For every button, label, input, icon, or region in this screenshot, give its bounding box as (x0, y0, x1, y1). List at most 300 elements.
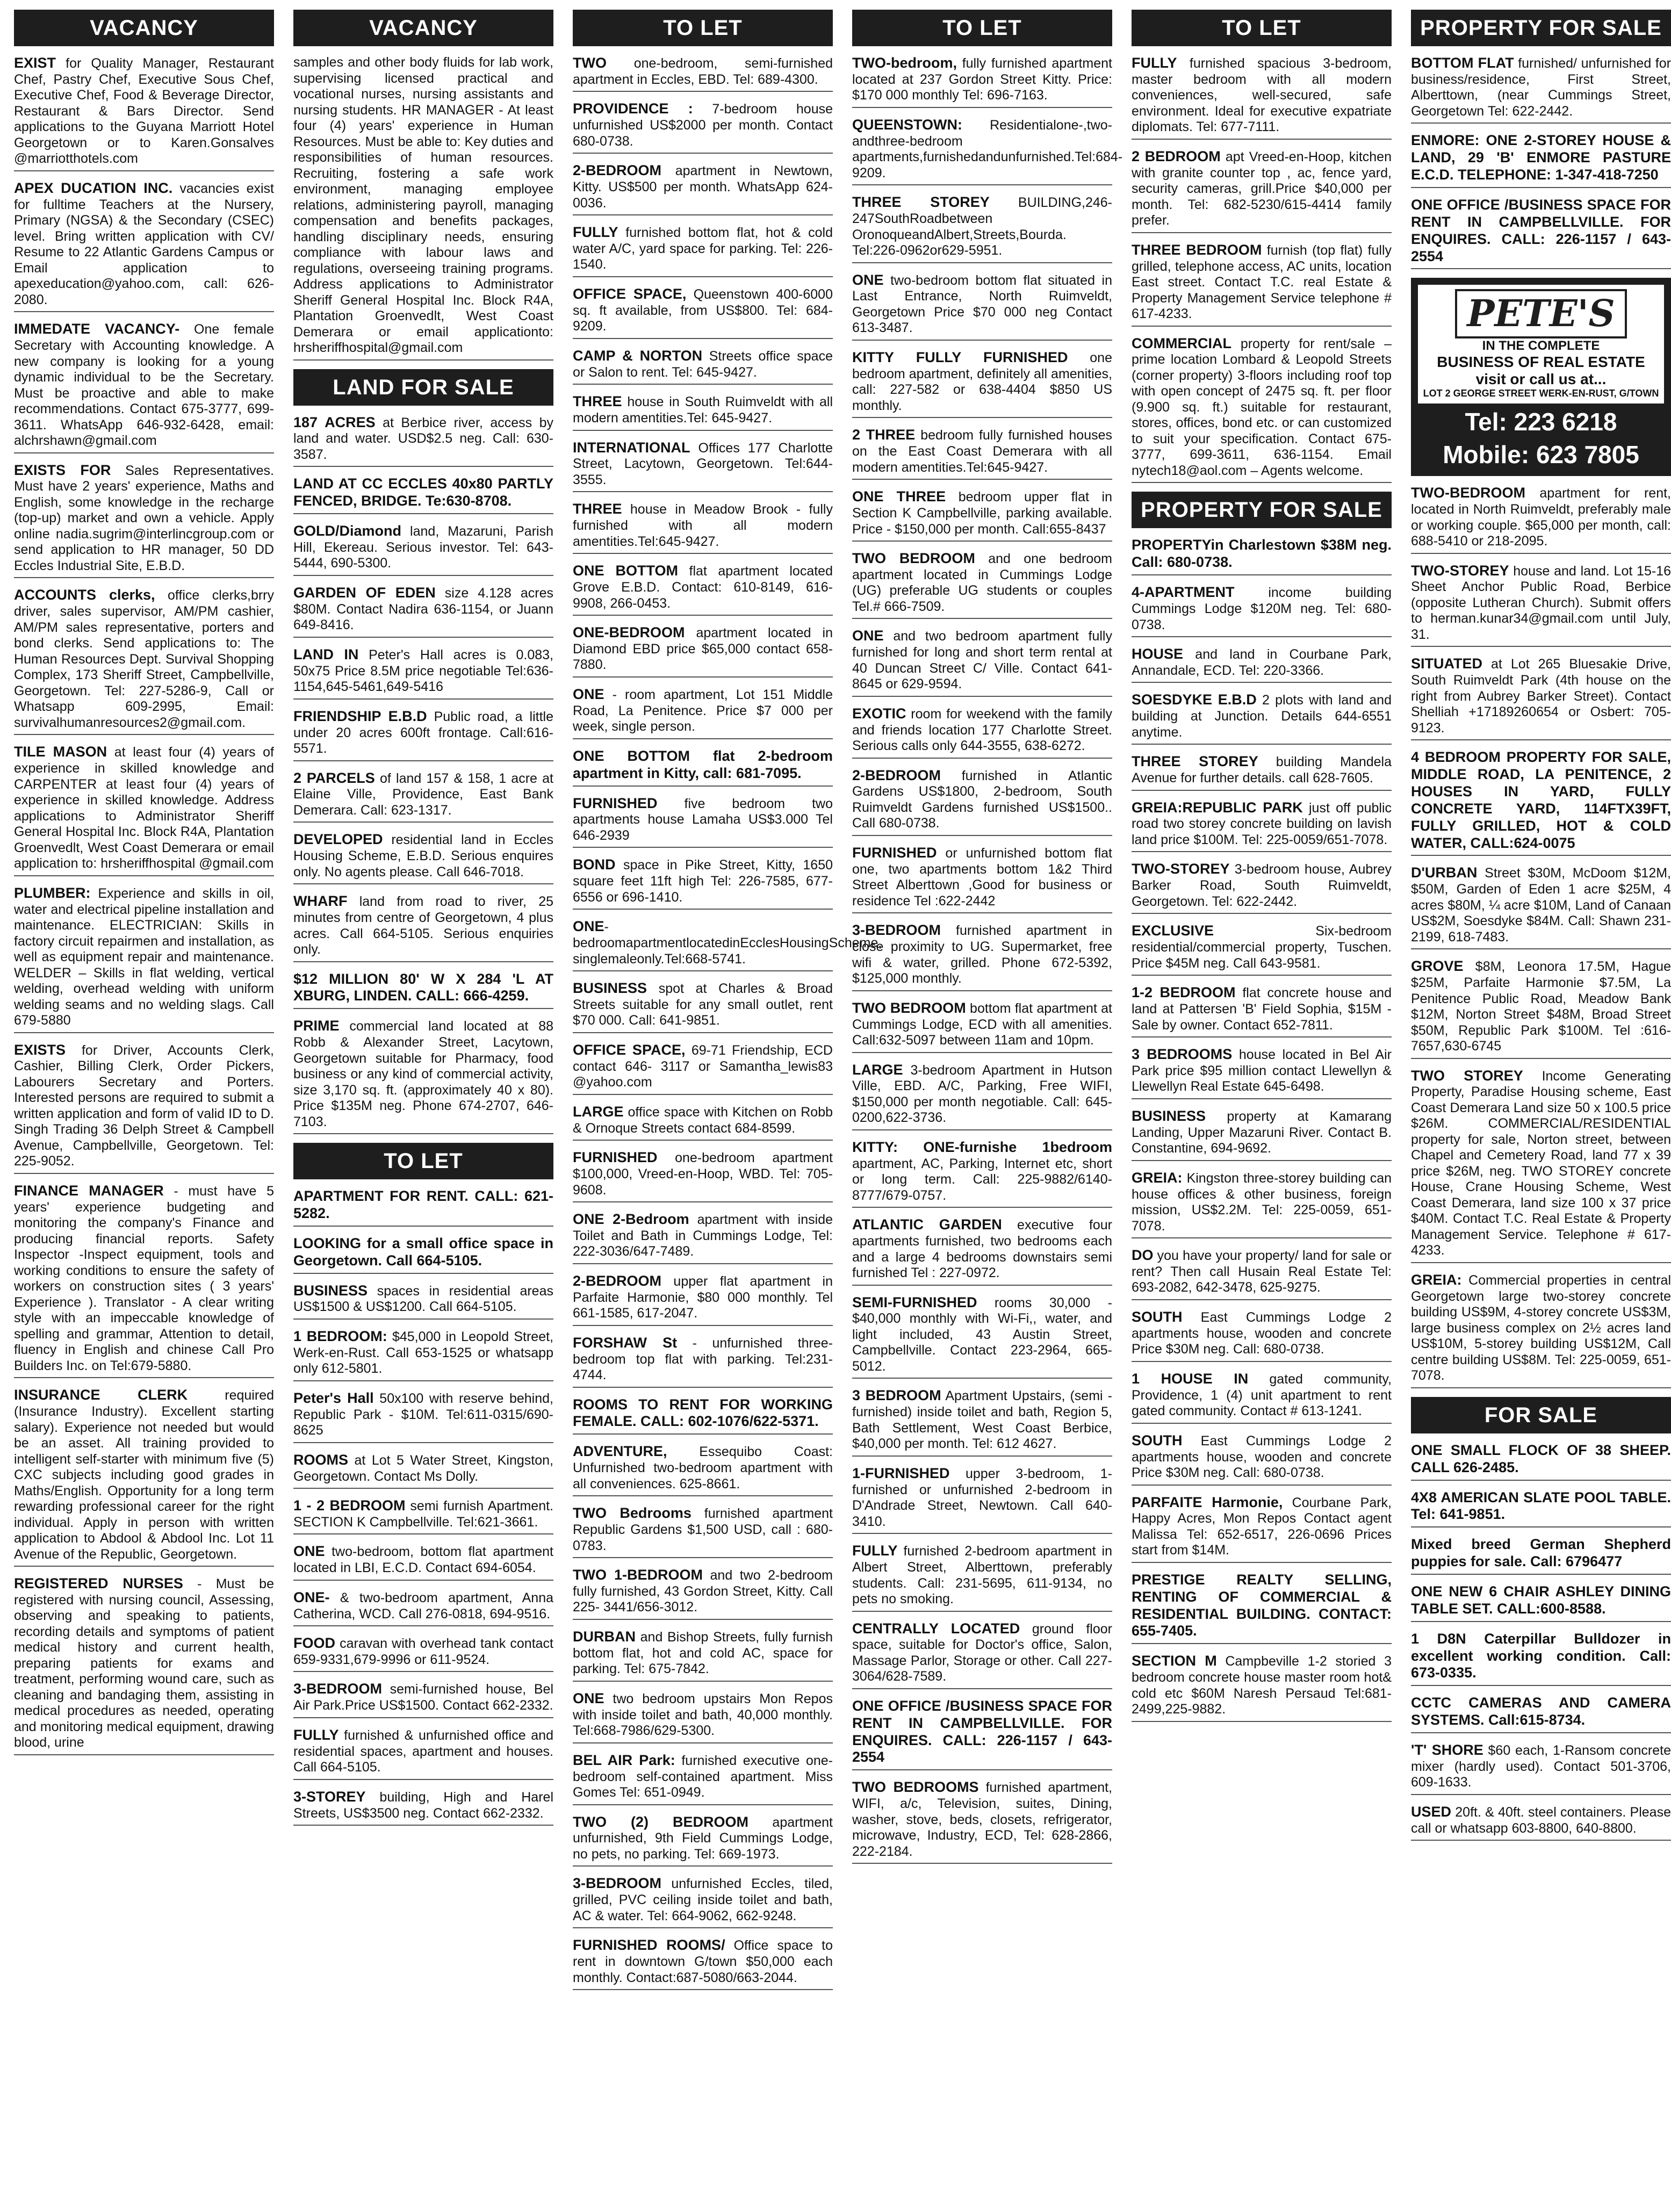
classified-ad (852, 1216, 1112, 1285)
classified-ad (1411, 1442, 1671, 1481)
ad-headline: 3-BEDROOM (573, 1875, 662, 1892)
ad-headline: BOND (573, 856, 616, 873)
ad-body: at least four (4) years of experience in skilled knowledge and CARPENTER at least four (4) years of experience in skilled knowledge. Address applications to Administrator Sheriff General Hospital Inc. Block R4A, Plantation Groenvedlt, West Coast Demerara or email application to: hrsheriffhospital @gmail.com (14, 745, 275, 871)
ad-headline: TWO-BEDROOM (1411, 485, 1525, 501)
ad-headline: ACCOUNTS clerks, (14, 587, 155, 603)
ad-body: land from road to river, 25 minutes from centre of Georgetown, 4 plus acres. Call 664-5105. Serious enquiries only. (293, 894, 553, 957)
ad-body: Income Generating Property, Paradise Housing scheme, East Coast Demerara Land size 50 x 100.5 price $26M. COMMERCIAL/RESIDENTIAL property for sale, Norton street, between Chapel and Cemetery Road, land 77 x 39 price $26M, neg. TWO STOREY concrete House, Crane Housing Scheme, West Coast Demerara, land size 100 x 37 price $40M. Contact T.C. Real Estate & Property Management Service. Telephone # 617-4233. (1411, 1068, 1671, 1258)
ad-body: 3-bedroom Apartment in Hutson Ville, EBD. A/C, Parking, Free WIFI, $150,000 per month negotiable. Call: 645-0200,622-3736. (852, 1062, 1112, 1126)
ad-body: 69-71 Friendship, ECD contact 646- 3117 or Samantha_lewis83 @yahoo.com (573, 1042, 833, 1090)
ad-headline: 2 THREE (852, 427, 916, 443)
classified-ad (14, 744, 274, 876)
real-estate-promo (1411, 278, 1671, 476)
classified-ad (573, 980, 833, 1033)
ad-headline: KITTY FULLY FURNISHED (852, 349, 1068, 365)
ad-body: Office space to rent in downtown G/town $50,000 each monthly. Contact:687-5080/663-2044. (573, 1938, 833, 1985)
ad-headline: PARFAITE Harmonie, (1132, 1494, 1283, 1510)
ad-headline: THREE BEDROOM (1132, 241, 1262, 258)
ad-headline: ONE SMALL FLOCK OF 38 SHEEP. CALL 626-2485. (1411, 1442, 1671, 1475)
classified-ad (1411, 749, 1671, 856)
section-header: TO LET (852, 10, 1112, 46)
classified-ad (573, 162, 833, 215)
column-2 (293, 10, 553, 2207)
ad-headline: EXCLUSIVE (1132, 923, 1214, 939)
ad-headline: ONE BOTTOM (573, 563, 679, 579)
ad-headline: CCTC CAMERAS AND CAMERA SYSTEMS. Call:615-8734. (1411, 1695, 1671, 1728)
ad-body: upper flat apartment in Parfaite Harmonie, $80 000 monthly. Tel 661-1585, 617-2047. (573, 1273, 833, 1321)
ad-body: just off public road two storey concrete building on lavish land price $100M. Tel: 225-0059/651-7078. (1132, 800, 1392, 847)
classified-ad (573, 1629, 833, 1682)
ad-headline: PROPERTYin Charlestown $38M neg. Call: 680-0738. (1132, 537, 1392, 571)
classified-ad (1132, 335, 1392, 484)
ad-body: bedroom upper flat in Section K Campbellville, parking available. Price - $150,000 per month. Call:655-8437 (852, 489, 1112, 537)
ad-body: Kingston three-storey building can house offices & other business, foreign mission, US$2.2M. Tel: 225-0059, 651-7078. (1132, 1170, 1392, 1234)
classified-ad (852, 550, 1112, 619)
ad-body: house in Meadow Brook - fully furnished with all modern amentities.Tel:645-9427. (573, 502, 833, 549)
ad-body: Peter's Hall acres is 0.083, 50x75 Price 8.5M price negotiable Tel:636-1154,645-5461,649-5416 (293, 647, 553, 695)
section-header: VACANCY (14, 10, 274, 46)
ad-body: & two-bedroom apartment, Anna Catherina, WCD. Call 276-0818, 694-9516. (293, 1590, 553, 1622)
classified-ad (1132, 799, 1392, 853)
ad-headline: FURNISHED (852, 844, 937, 861)
ad-headline: ONE (573, 1690, 604, 1706)
ad-headline: $12 MILLION 80' W X 284 'L AT XBURG, LINDEN. CALL: 666-4259. (293, 970, 553, 1004)
classified-ad (293, 1727, 553, 1780)
ad-headline: EXISTS (14, 1041, 66, 1058)
ad-headline: LOOKING for a small office space in Georgetown. Call 664-5105. (293, 1235, 553, 1269)
ad-body: two bedroom upstairs Mon Repos with inside toilet and bath, 40,000 monthly. Tel:668-7986/629-5300. (573, 1691, 833, 1739)
ad-body: property for rent/sale – prime location Lombard & Leopold Streets (corner property) 3-floors including roof top with open concept of 2475 sq. ft. per floor (9.900 sq. ft.) suitable for restaurant, stores, offices, bond etc. or can customized to suit your specification. Contact 675-3777, 699-3611, 636-1154. Email nytech18@aol.com – Agents welcome. (1132, 336, 1392, 478)
classified-ad (852, 427, 1112, 480)
ad-body: fully furnished apartment located at 237 Gordon Street Kitty. Price: $170 000 monthly Tel: 696-7163. (852, 56, 1112, 103)
classified-ad (573, 1042, 833, 1095)
ad-body: Offices 177 Charlotte Street, Lacytown, Georgetown. Tel:644-3555. (573, 440, 833, 487)
ad-body: rooms 30,000 - $40,000 monthly with Wi-Fi,, water, and light included, 43 Austin Street, Campbellville. Contact 223-2964, 665-5012. (852, 1295, 1112, 1374)
ad-headline: BUSINESS (573, 980, 647, 997)
section-header: PROPERTY FOR SALE (1411, 10, 1671, 46)
ad-body: apt Vreed-en-Hoop, kitchen with granite counter top , ac, fence yard, security cameras, grill.Price $40,000 per month. Tel: 682-5230/615-4414 family prefer. (1132, 149, 1392, 228)
classified-ad (293, 893, 553, 962)
classified-ad (852, 1620, 1112, 1689)
ad-headline: ONE OFFICE /BUSINESS SPACE FOR RENT IN CAMPBELLVILLE. FOR ENQUIRES. CALL: 226-1157 / 643-2554 (852, 1697, 1112, 1766)
ad-body: - unfurnished three-bedroom top flat with parking. Tel:231-4744. (573, 1335, 833, 1383)
classified-ad (573, 1211, 833, 1264)
classified-ad (14, 885, 274, 1033)
ad-headline: PROVIDENCE : (573, 100, 693, 117)
classified-ad (573, 624, 833, 678)
promo-panel (1418, 285, 1664, 404)
ad-headline: ONE-BEDROOM (573, 624, 685, 641)
ad-body: apartment unfurnished, 9th Field Cummings Lodge, no pets, no parking. Tel: 669-1973. (573, 1814, 833, 1862)
ad-headline: 2 PARCELS (293, 769, 375, 786)
ad-body: - must have 5 years' experience budgeting and monitoring the company's Finance and producing financial reports. Safety Inspector -Inspect equipment, tools and working conditions to ensure the safety of workers on construction sites ( 3 years' Experience ). Translator - A clear writing style with an impeccable knowledge of spelling and grammar, Attention to detail, fluency in English and chinese Call Pro Builders Inc. on Tel:679-5880. (14, 1183, 274, 1373)
classified-ad (293, 55, 553, 361)
promo-subtitle: BUSINESS OF REAL ESTATE (1437, 354, 1645, 371)
classified-ad (1411, 1272, 1671, 1388)
classified-ad (573, 748, 833, 787)
ad-headline: TWO 1-BEDROOM (573, 1567, 703, 1583)
classified-ad (14, 180, 274, 312)
classified-ad (1411, 485, 1671, 553)
ad-headline: FULLY (1132, 55, 1177, 71)
ad-body: 7-bedroom house unfurnished US$2000 per month. Contact 680-0738. (573, 102, 833, 149)
classified-ad (1132, 861, 1392, 914)
ad-body: furnished executive one-bedroom self-contained apartment. Miss Gomes Tel: 651-0949. (573, 1753, 833, 1800)
ad-body: Courbane Park, Happy Acres, Mon Repos Contact agent Malissa Tel: 652-6517, 226-0696 Prices start from $14M. (1132, 1495, 1392, 1558)
classified-ad (852, 1062, 1112, 1130)
ad-headline: IMMEDATE VACANCY- (14, 321, 180, 337)
classified-ad (1132, 1494, 1392, 1563)
promo-telephone: Tel: 223 6218 (1465, 408, 1617, 436)
ad-headline: 4-APARTMENT (1132, 584, 1235, 601)
ad-headline: ONE (573, 918, 604, 935)
classified-ad (573, 1690, 833, 1743)
classified-ad (852, 1139, 1112, 1208)
classified-ad (1411, 1631, 1671, 1687)
classified-ad (293, 1589, 553, 1626)
ad-body: house located in Bel Air Park price $95 million contact Llewellyn & Llewellyn Real Estate 645-6498. (1132, 1047, 1392, 1094)
ad-headline: THREE STOREY (852, 194, 990, 211)
classified-ad (14, 1183, 274, 1378)
ad-body: furnished bottom flat, hot & cold water A/C, yard space for parking. Tel: 226-1540. (573, 225, 833, 272)
ad-body: furnished 2-bedroom apartment in Albert Street, Alberttown, preferably students. Call: 231-5695, 611-9134, no pets no smoking. (852, 1544, 1112, 1607)
classified-ad (1132, 55, 1392, 140)
ad-body: building, High and Harel Streets, US$3500 neg. Contact 662-2332. (293, 1789, 553, 1821)
ad-headline: ONE NEW 6 CHAIR ASHLEY DINING TABLE SET. CALL:600-8588. (1411, 1583, 1671, 1617)
ad-headline: DEVELOPED (293, 831, 383, 848)
ad-headline: GREIA:REPUBLIC PARK (1132, 799, 1303, 816)
ad-headline: GOLD/Diamond (293, 523, 401, 539)
ad-headline: CENTRALLY LOCATED (852, 1620, 1020, 1637)
classified-ad (14, 587, 274, 735)
classified-ad (852, 1779, 1112, 1864)
ad-body: two-bedroom, bottom flat apartment located in LBI, E.C.D. Contact 694-6054. (293, 1544, 553, 1576)
ad-headline: Peter's Hall (293, 1389, 374, 1406)
ad-headline: ONE- (293, 1589, 330, 1605)
section-header: TO LET (573, 10, 833, 46)
ad-headline: INSURANCE CLERK (14, 1387, 188, 1403)
ad-headline: USED (1411, 1803, 1452, 1820)
classified-ad (852, 488, 1112, 542)
ad-headline: FOOD (293, 1635, 335, 1652)
classified-ad (573, 686, 833, 739)
classified-ad (293, 1235, 553, 1274)
ad-body: for Driver, Accounts Clerk, Cashier, Billing Clerk, Order Pickers, Labourers Secretary and Porters. Interested persons are required to submit a written application and form of valid ID to D. Singh Trading 36 Delph Street & Campbell Avenue, Campbellville, Georgetown. Tel: 225-9052. (14, 1042, 274, 1169)
classified-ad (1132, 584, 1392, 637)
ad-body: residential land in Eccles Housing Scheme, E.B.D. Serious enquires only. No agents please. Call 646-7018. (293, 832, 553, 880)
ad-headline: CAMP & NORTON (573, 347, 703, 364)
classified-ad (1411, 1583, 1671, 1622)
ad-headline: GARDEN OF EDEN (293, 584, 436, 601)
ad-headline: 1 BEDROOM: (293, 1328, 387, 1344)
ad-body: Essequibo Coast: Unfurnished two-bedroom apartment with all conveniences. 625-8661. (573, 1444, 833, 1492)
ad-headline: APEX DUCATION INC. (14, 179, 173, 196)
classified-ad (1411, 1068, 1671, 1263)
ad-body: spot at Charles & Broad Streets suitable for any small outlet, rent $70 000. Call: 641-9851. (573, 981, 833, 1028)
classified-ad (573, 1814, 833, 1867)
ad-body: Campbeville 1-2 storied 3 bedroom concrete house master room hot& cold etc $60M Naresh Persaud Tel:681-2499,225-9882. (1132, 1654, 1392, 1717)
ad-headline: OFFICE SPACE, (573, 1041, 686, 1058)
classified-ad (293, 523, 553, 576)
classified-ad (293, 770, 553, 823)
classified-ad (573, 501, 833, 554)
classified-ad (1132, 1309, 1392, 1362)
ad-body: office clerks,brry driver, sales supervisor, AM/PM cashier, AM/PM sales representative, porters and bond clerks. Send applications to: The Human Resources Dept. Survival Shopping Complex, 173 Sheriff Street, Campbellville, Georgetown. Tel: 227-5286-9, Call or Whatsapp 609-2995, Email: survivalhumanresources2@gmail.com. (14, 588, 274, 730)
ad-headline: 1-FURNISHED (852, 1465, 950, 1481)
ad-headline: EXISTS FOR (14, 462, 111, 478)
ad-headline: TWO Bedrooms (573, 1505, 692, 1522)
ad-body: office space with Kitchen on Robb & Ornoque Streets contact 684-8599. (573, 1104, 833, 1136)
ad-headline: FURNISHED (573, 1149, 658, 1166)
classified-ad (852, 1294, 1112, 1379)
ad-body: upper 3-bedroom, 1-furnished or unfurnished 2-bedroom in D'Andrade Street, Newtown. Call 640-3410. (852, 1466, 1112, 1529)
ad-body: $8M, Leonora 17.5M, Hague $25M, Parfaite Harmonie $7.5M, La Penitence Public Road, Meadow Bank $12M, Norton Street $48M, Broad Street $50M, Republic Park $100M. Tel :616-7657,630-6745 (1411, 959, 1671, 1054)
ad-body: unfurnished Eccles, tiled, grilled, PVC ceiling inside toilet and bath, AC & water. Tel: 664-9062, 662-9248. (573, 1876, 833, 1923)
classified-ad (293, 1018, 553, 1134)
ad-body: Street $30M, McDoom $12M, $50M, Garden of Eden 1 acre $25M, 4 acres $80M, ¼ acre $10M, Land of Canaan US$2M, Soesdyke $84M. Call: Shawn 231-2199, 618-7483. (1411, 866, 1671, 945)
classified-ad (573, 1937, 833, 1990)
ad-body: bedroom fully furnished houses on the East Coast Demerara with all modern amentities.Tel:645-9427. (852, 428, 1113, 475)
ad-body: furnished spacious 3-bedroom, master bedroom with all modern conveniences, well-secured, safe environment. Ideal for executive expatriate diplomats. Tel: 677-7111. (1132, 56, 1392, 135)
classified-ad (1132, 646, 1392, 683)
ad-body: - Must be registered with nursing council, Assessing, observing and speaking to patients, recording details and symptoms of patient medical history and current health, preparing patients for exams and treatment, performing wound care, such as cleaning and bandaging them, assisting in medical procedures as needed, operating and monitoring medical equipment, drawing blood, urine (14, 1576, 274, 1750)
ad-body: Streets office space or Salon to rent. Tel: 645-9427. (573, 348, 833, 380)
ad-body: at Berbice river, access by land and water. USD$2.5 neg. Call: 630-3587. (293, 415, 554, 462)
ad-headline: Mixed breed German Shepherd puppies for sale. Call: 6796477 (1411, 1536, 1671, 1570)
ad-body: furnished apartment in close proximity to UG. Supermarket, free wifi & water, grilled. Phone 672-5392, $125,000 monthly. (852, 923, 1112, 986)
classified-ad (852, 628, 1112, 696)
ad-headline: ROOMS (293, 1451, 349, 1468)
ad-headline: 3-BEDROOM (852, 922, 941, 939)
ad-headline: PRESTIGE REALTY SELLING, RENTING OF COMMERCIAL & RESIDENTIAL BUILDING. CONTACT: 655-7405. (1132, 1571, 1392, 1639)
classified-ad (293, 1452, 553, 1489)
classified-ad (293, 1390, 553, 1443)
ad-headline: GREIA: (1411, 1271, 1462, 1288)
ad-body: gated community, Providence, 1 (4) unit apartment to rent gated community. Contact # 613-1241. (1132, 1371, 1392, 1419)
ad-body: and one bedroom apartment located in Cummings Lodge (UG) preferable UG students or couples Tel.# 666-7509. (852, 551, 1112, 614)
ad-body: - room apartment, Lot 151 Middle Road, La Penitence. Price $7 000 per week, single person. (573, 687, 833, 734)
classified-ad (852, 1465, 1112, 1534)
ad-headline: FULLY (852, 1543, 898, 1559)
classified-ad (1132, 1170, 1392, 1238)
ad-body: house and land. Lot 15-16 Sheet Anchor Public Road, Berbice (opposite Lutheran Church). Submit offers to herman.kunar34@gmail.com until July, 31. (1411, 563, 1671, 642)
section-header: TO LET (293, 1143, 553, 1179)
classified-ad (573, 795, 833, 848)
ad-headline: BUSINESS (1132, 1107, 1206, 1124)
ad-headline: TWO BEDROOM (852, 999, 966, 1016)
classified-ad (1411, 958, 1671, 1058)
classified-ad (1411, 1536, 1671, 1575)
classified-ad (573, 1104, 833, 1141)
classified-ad (14, 462, 274, 579)
ad-body: executive four apartments furnished, two bedrooms each and a large 4 bedrooms downstairs semi furnished Tel : 227-0972. (852, 1217, 1112, 1281)
classified-ad (1132, 1653, 1392, 1721)
classified-ad (852, 922, 1112, 991)
classified-ad (293, 1681, 553, 1718)
ad-body: Queenstown 400-6000 sq. ft available, from US$800. Tel: 684-9209. (573, 286, 833, 334)
classified-ad (293, 585, 553, 638)
classified-ad (573, 55, 833, 92)
ad-body: required (Insurance Industry). Excellent starting salary). Experience not needed but would be an asset. All training provided to intelligent self-starter with minimum five (5) CXC subjects including good grades in Maths/English. Opportunity for a long term rewarding professional career for the right individual. Apply in person with written application to Abdool & Abdool Inc. Lot 11 Avenue of the Republic, Georgetown. (14, 1388, 274, 1562)
ad-headline: SEMI-FURNISHED (852, 1294, 977, 1310)
ad-body: income building Cummings Lodge $120M neg. Tel: 680-0738. (1132, 585, 1392, 632)
classified-ad (573, 563, 833, 616)
ad-headline: D'URBAN (1411, 864, 1478, 881)
ad-headline: 'T' SHORE (1411, 1742, 1483, 1758)
classified-ad (1132, 1108, 1392, 1161)
ad-headline: THREE (573, 393, 622, 410)
classified-ad (14, 55, 274, 171)
ad-headline: BEL AIR Park: (573, 1752, 675, 1768)
classified-ad (1132, 691, 1392, 745)
ad-headline: PLUMBER: (14, 884, 91, 901)
ad-headline: ONE (573, 686, 604, 702)
classified-ad (852, 55, 1112, 108)
classified-ad (573, 1505, 833, 1558)
classified-ad (573, 1273, 833, 1326)
ad-body: and Bishop Streets, fully furnish bottom flat, hot and cold AC, space for parking. Tel: 675-7842. (573, 1629, 833, 1677)
ad-headline: TWO-bedroom, (852, 55, 957, 71)
classified-ad (1132, 753, 1392, 790)
ad-body: size 4.128 acres $80M. Contact Nadira 636-1154, or Juann 649-8416. (293, 585, 553, 633)
ad-headline: 3 BEDROOMS (1132, 1046, 1233, 1063)
classified-ad (852, 845, 1112, 913)
classified-ad (573, 1752, 833, 1805)
ad-body: furnished apartment Republic Gardens $1,500 USD, call : 680-0783. (573, 1506, 833, 1553)
ad-headline: GROVE (1411, 958, 1464, 975)
classified-ad (293, 414, 553, 467)
ad-headline: TWO (573, 55, 607, 71)
ad-headline: FURNISHED (573, 795, 658, 811)
ad-body: semi-furnished house, Bel Air Park.Price US$1500. Contact 662-2332. (293, 1682, 553, 1713)
ad-headline: THREE (573, 501, 622, 517)
classified-ad (1132, 1247, 1392, 1300)
column-4 (852, 10, 1123, 2207)
ad-body: furnished in Atlantic Gardens US$1800, 2-bedroom, South Ruimveldt Gardens furnished US$1500.. Call 680-0738. (852, 768, 1112, 831)
ad-body: one bedroom apartment, definitely all amenities, call: 227-582 or 638-4404 $850 US monthly. (852, 350, 1112, 413)
ad-headline: ROOMS TO RENT FOR WORKING FEMALE. CALL: 602-1076/622-5371. (573, 1396, 833, 1430)
classified-ad (293, 1543, 553, 1580)
ad-headline: 1 HOUSE IN (1132, 1370, 1249, 1387)
ad-body: furnished/ unfurnished for business/residence, First Street, Alberttown, (near Cummings Street, Georgetown Tel: 622-2442. (1411, 56, 1671, 119)
classified-ad (293, 1328, 553, 1381)
classified-ad (573, 100, 833, 154)
ad-headline: 2-BEDROOM (573, 1272, 662, 1289)
classified-ad (1132, 1046, 1392, 1099)
classified-ad (573, 918, 882, 971)
ad-headline: ATLANTIC GARDEN (852, 1216, 1002, 1233)
ad-headline: SOUTH (1132, 1308, 1183, 1325)
ad-headline: 2-BEDROOM (852, 767, 941, 783)
classified-ad (573, 1567, 833, 1620)
classified-ad (1132, 1432, 1392, 1486)
ad-headline: SOESDYKE E.B.D (1132, 691, 1257, 708)
ad-headline: 187 ACRES (293, 414, 376, 430)
ad-body: -bedroomapartmentlocatedinEcclesHousingScheme, singlemaleonly.Tel:668-5741. (573, 919, 882, 967)
ad-headline: FRIENDSHIP E.B.D (293, 708, 427, 724)
classified-ad (293, 971, 553, 1010)
column-6 (1411, 10, 1671, 2207)
ad-headline: ONE 2-Bedroom (573, 1211, 689, 1228)
promo-tagline: IN THE COMPLETE (1482, 338, 1600, 354)
classified-ad (573, 1335, 833, 1388)
classified-ad (1411, 1804, 1671, 1841)
section-header: LAND FOR SALE (293, 369, 553, 406)
classified-ad (293, 1188, 553, 1227)
ad-headline: KITTY: ONE-furnishe 1bedroom (852, 1139, 1112, 1155)
ad-body: property at Kamarang Landing, Upper Mazaruni River. Contact B. Constantine, 694-9692. (1132, 1108, 1392, 1156)
ad-headline: ONE OFFICE /BUSINESS SPACE FOR RENT IN CAMPBELLVILLE. FOR ENQUIRES. CALL: 226-1157 / 643-2554 (1411, 196, 1671, 264)
classified-ad (1411, 1489, 1671, 1528)
ad-body: 2 plots with land and building at Junction. Details 644-6551 anytime. (1132, 693, 1392, 740)
ad-headline: 4X8 AMERICAN SLATE POOL TABLE. Tel: 641-9851. (1411, 1489, 1671, 1523)
ad-headline: ONE (293, 1543, 325, 1560)
ad-body: for Quality Manager, Restaurant Chef, Pastry Chef, Executive Sous Chef, Executive Chef, Food & Beverage Director, Restaurant & Bars Director. Send applications to the Guyana Marriott Hotel Georgetown or to Karen.Gonsalves @marriotthotels.com (14, 56, 274, 167)
ad-headline: LARGE (573, 1103, 624, 1120)
ad-body: East Cummings Lodge 2 apartments house, wooden and concrete Price $30M neg. Call: 680-0738. (1132, 1433, 1392, 1481)
column-5 (1132, 10, 1392, 2207)
classified-ad (1411, 55, 1671, 124)
classified-ad (852, 349, 1112, 418)
ad-body: bottom flat apartment at Cummings Lodge, ECD with all amenities. Call:632-5097 between 11am and 10pm. (852, 1000, 1112, 1048)
classified-ad (1132, 1572, 1392, 1644)
ad-body: one-bedroom apartment $100,000, Vreed-en-Hoop, WBD. Tel: 705-9608. (573, 1150, 833, 1198)
ad-body: samples and other body fluids for lab work, supervising licensed practical and vocational nurses, nursing assistants and nursing students. HR MANAGER - At least four (4) years' experience in Human Resources. Must be able to: Key duties and responsibilities of human resources. Recruiting, fostering a safe work environment, managing employee relations, administering payroll, managing compensation and benefits packages, handling disciplinary needs, ensuring compliance with labour laws and regulations, overseeing training programs. Address applications to Administrator Sheriff General Hospital Inc. Block R4A, Plantation Groenvedlt, West Coast Demerara or email applicationto: hrsheriffhospital@gmail.com (293, 55, 553, 355)
classified-ad (1132, 148, 1392, 233)
ad-headline: SECTION M (1132, 1653, 1217, 1669)
section-header: FOR SALE (1411, 1397, 1671, 1433)
classified-ad (293, 1282, 553, 1320)
ad-headline: 3-STOREY (293, 1788, 366, 1805)
ad-body: apartment, AC, Parking, Internet etc, short or long term. Call: 225-9882/6140-8777/679-0757. (852, 1156, 1112, 1203)
ad-headline: SOUTH (1132, 1432, 1183, 1449)
classified-ad (573, 439, 833, 493)
ad-headline: THREE STOREY (1132, 753, 1258, 770)
ad-body: BUILDING,246-247SouthRoadbetween OronoqueandAlbert,Streets,Bourda. Tel:226-0962or629-5951. (852, 195, 1112, 258)
ad-headline: APARTMENT FOR RENT. CALL: 621-5282. (293, 1188, 553, 1222)
ad-headline: TWO (2) BEDROOM (573, 1813, 748, 1830)
classified-ad (573, 1875, 833, 1928)
classified-ad (1411, 1695, 1671, 1733)
ad-body: Experience and skills in oil, water and electrical pipeline installation and maintenance. ELECTRICIAN: Skills in factory circuit repairmen and installation, as well as equipment repair and maintenance. WELDER – Skills in flat welding, vertical welding, overhead welding with uniform welding seams and no welding slags. Call 679-5880 (14, 885, 274, 1028)
ad-body: One female Secretary with Accounting knowledge. A new company is looking for a young dynamic individual to be the Secretary. Must be proactive and able to make recommendations. Contact 675-3777, 699-3611. WhatsApp 646-932-6428, email: alchrshawn@gmail.com (14, 322, 275, 449)
ad-body: flat apartment located Grove E.B.D. Contact: 610-8149, 616-9908, 266-0453. (573, 564, 833, 611)
classified-ad (14, 1042, 274, 1174)
ad-headline: DURBAN (573, 1628, 636, 1645)
ad-body: East Cummings Lodge 2 apartments house, wooden and concrete Price $30M neg. Call: 680-0738. (1132, 1309, 1392, 1357)
ad-headline: COMMERCIAL (1132, 335, 1231, 351)
classified-ad (293, 831, 553, 884)
ad-headline: BUSINESS (293, 1282, 368, 1299)
promo-visit: visit or call us at... (1475, 371, 1607, 388)
ad-headline: 1-2 BEDROOM (1132, 984, 1236, 1001)
ad-headline: WHARF (293, 893, 348, 910)
ad-headline: FINANCE MANAGER (14, 1182, 164, 1199)
ad-body: Public road, a little under 20 acres 600ft frontage. Call:616-5571. (293, 709, 553, 756)
classified-ad (1132, 1371, 1392, 1424)
ad-body: furnish (top flat) fully grilled, telephone access, AC units, location East street. Contact T.C. real Estate & Property Management Service telephone # 617-4233. (1132, 242, 1392, 322)
ad-body: furnished & unfurnished office and residential spaces, apartment and houses. Call 664-5105. (293, 1727, 553, 1775)
ad-body: commercial land located at 88 Robb & Alexander Street, Lacytown, Georgetown suitable for Pharmacy, food business or any kind of commercial activity, size 3,170 sq. ft. (approximately 40 x 80). Price $135M neg. Phone 674-2707, 646-7103. (293, 1019, 553, 1129)
ad-body: apartment for rent, located in North Ruimveldt, preferably male or working couple. $65,000 per month, call: 688-5410 or 218-2095. (1411, 486, 1671, 549)
promo-address: LOT 2 GEORGE STREET WERK-EN-RUST, G/TOWN (1423, 388, 1659, 399)
classified-ad (293, 708, 553, 761)
classified-ad (573, 856, 833, 910)
ad-body: furnished apartment, WIFI, a/c, Television, suites, Dining, washer, stove, beds, closets, refrigerator, microwave, Industry, ECD, Tel: 628-2866, 222-2184. (852, 1780, 1112, 1859)
ad-body: five bedroom two apartments house Lamaha US$3.000 Tel 646-2939 (573, 796, 833, 843)
ad-headline: LARGE (852, 1061, 903, 1078)
classified-ad (852, 1698, 1112, 1770)
